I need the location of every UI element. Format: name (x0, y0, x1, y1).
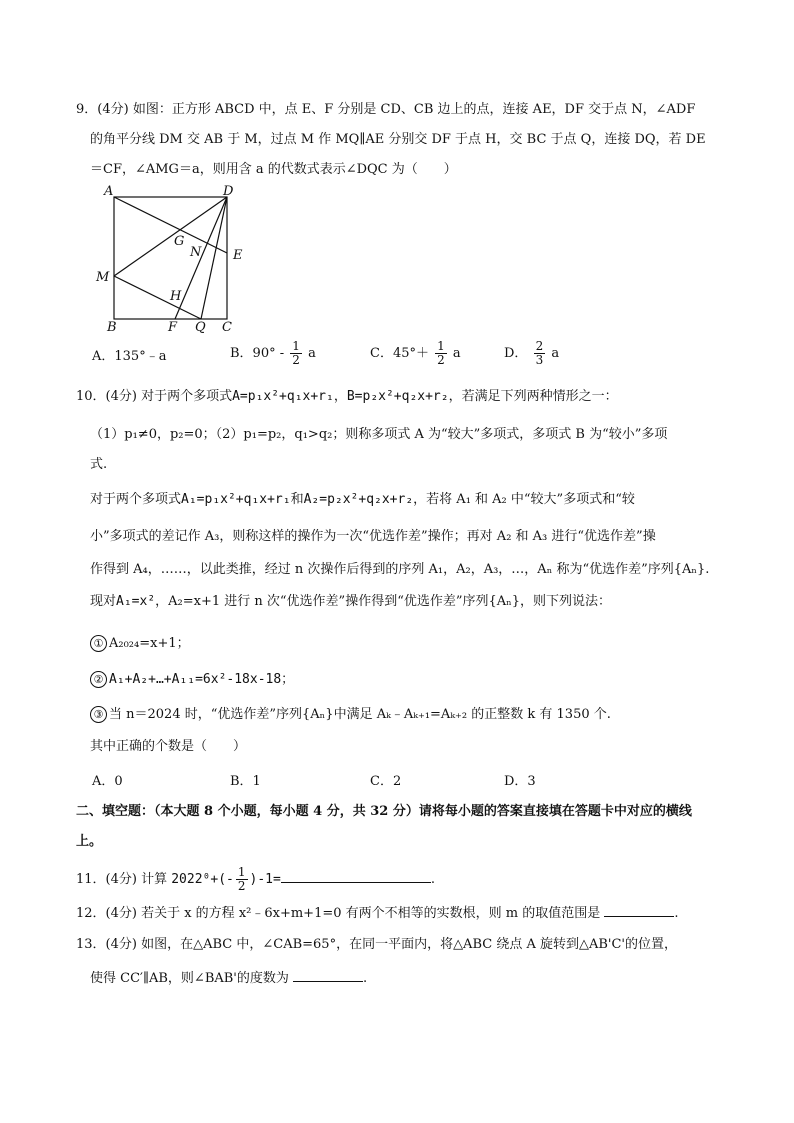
label-c: C (222, 320, 232, 335)
q9-option-c-fraction: $\frac{1}{2}$ (437, 339, 445, 367)
q10-a1-def: A₁=x² (116, 594, 156, 609)
q10-line-7-pre: 现对 (90, 594, 117, 609)
q9-line-1: 9．(4分) 如图：正方形 ABCD 中，点 E、F 分别是 CD、CB 边上的点，连接 AE，DF 交于点 N，∠ADF (76, 102, 696, 117)
q13-line-1: 13．(4分) 如图，在△ABC 中，∠CAB=65°，在同一平面内，将△ABC 绕点 A 旋转到△AB'C'的位置， (76, 937, 678, 952)
q10-line-4-pre: 对于两个多项式 (90, 492, 182, 507)
q10-line-7 (90, 592, 611, 612)
q9-option-b-post: a (308, 346, 316, 361)
q13-post: . (363, 971, 368, 986)
q10-statement-3 (90, 705, 611, 725)
label-a: A (104, 185, 114, 199)
q10-line-3: 式. (90, 457, 108, 472)
q10-option-a[interactable]: A．0 (92, 774, 123, 789)
q10-line-4 (90, 490, 635, 510)
q13-line-2-text: 使得 CC′∥AB，则∠BAB'的度数为 (90, 971, 289, 986)
segment-mq (114, 276, 201, 319)
q10-statement-1 (90, 634, 190, 654)
q10-line-1-post: ，若满足下列两种情形之一： (448, 389, 618, 404)
q10-line-1 (76, 387, 618, 407)
q10-statement-2-text: A₁+A₂+…+A₁₁=6x²-18x-18； (109, 672, 295, 687)
q9-option-b[interactable] (230, 340, 316, 367)
q11-expr-b: )-1= (249, 872, 281, 887)
q10-option-c[interactable]: C．2 (370, 774, 402, 789)
q9-option-b-minus: - (279, 346, 285, 361)
section-2-heading: 二、填空题：（本大题 8 个小题，每小题 4 分，共 32 分）请将每小题的答案直接填在答题卡中对应的横线 (76, 804, 692, 819)
q11-expr-a: 2022⁰+(- (171, 872, 234, 887)
q11-fraction: $\frac{1}{2}$ (237, 865, 246, 893)
q10-option-b[interactable]: B．1 (230, 774, 261, 789)
q10-statement-3-text: 当 n＝2024 时，“优选作差”序列{Aₙ}中满足 Aₖ﹣Aₖ₊₁=Aₖ₊₂ 的正整数 k 有 1350 个. (109, 707, 611, 722)
label-m: M (96, 270, 110, 285)
q10-line-6: 作得到 A₄，……，以此类推，经过 n 次操作后得到的序列 A₁，A₂，A₃，…，Aₙ 称为“优选作差”序列{Aₙ}. (90, 562, 710, 577)
q9-option-d-pre: D． (504, 346, 528, 361)
q10-line-4-post: ，若将 A₁ 和 A₂ 中“较大”多项式和“较 (413, 492, 635, 507)
label-g: G (174, 234, 185, 249)
q10-statement-1-marker: ① (90, 635, 107, 652)
section-2-heading-cont: 上。 (76, 834, 103, 849)
q12-answer-blank[interactable] (604, 902, 674, 917)
q13-line-2 (90, 967, 367, 989)
q9-line-3: ＝CF，∠AMG＝a，则用含 a 的代数式表示∠DQC 为（ ） (90, 162, 457, 177)
label-e: E (233, 248, 243, 263)
q11-post: . (430, 872, 435, 887)
q9-option-d[interactable] (504, 340, 559, 367)
q9-option-d-post: a (551, 346, 560, 361)
label-b: B (107, 320, 117, 335)
label-q: Q (195, 320, 206, 335)
q9-option-d-fraction: $\frac{2}{3}$ (535, 339, 544, 367)
q10-statement-1-text: A₂₀₂₄=x+1； (109, 636, 190, 651)
q10-line-1-pre: 10．(4分) 对于两个多项式 (76, 389, 233, 404)
q9-option-b-fraction: $\frac{1}{2}$ (292, 339, 300, 367)
segment-ae (114, 197, 227, 253)
q12-post: . (674, 906, 679, 921)
q10-option-d[interactable]: D．3 (504, 774, 536, 789)
q11-pre: 11．(4分) 计算 (76, 872, 168, 887)
q11-answer-blank[interactable] (281, 868, 431, 883)
q9-option-a[interactable]: A．135°﹣a (92, 349, 167, 364)
q11 (76, 866, 435, 893)
label-d: D (223, 185, 234, 199)
label-n: N (190, 245, 202, 260)
q9-line-2: 的角平分线 DM 交 AB 于 M，过点 M 作 MQ∥AE 分别交 DF 于点 H，交 BC 于点 Q，连接 DQ，若 DE (90, 132, 706, 147)
q13-answer-blank[interactable] (293, 967, 363, 982)
q9-geometry-figure (92, 185, 262, 335)
q10-line-2: （1）p₁≠0，p₂=0；（2）p₁=p₂，q₁>q₂；则称多项式 A 为“较大”多项式，多项式 B 为“较小”多项 (90, 427, 668, 442)
q10-poly-a1a2: A₁=p₁x²+q₁x+r₁和A₂=p₂x²+q₂x+r₂ (181, 492, 414, 507)
label-h: H (170, 289, 182, 304)
q9-option-c-post: a (452, 346, 461, 361)
q12-text: 12．(4分) 若关于 x 的方程 x²﹣6x+m+1=0 有两个不相等的实数根，则 m 的取值范围是 (76, 906, 601, 921)
q10-statement-2 (90, 670, 294, 690)
q9-option-c[interactable] (370, 340, 461, 367)
segment-dq (201, 197, 227, 319)
q9-option-c-pre: C．45°＋ (370, 346, 429, 361)
q10-statement-3-marker: ③ (90, 706, 107, 723)
q10-line-5: 小”多项式的差记作 A₃，则称这样的操作为一次“优选作差”操作；再对 A₂ 和 A₃ 进行“优选作差”操 (90, 529, 656, 544)
label-f: F (168, 320, 178, 335)
q10-line-7-post: ，A₂=x+1 进行 n 次“优选作差”操作得到“优选作差”序列{Aₙ}，则下列说法： (155, 594, 612, 609)
q10-poly-ab: A=p₁x²+q₁x+r₁，B=p₂x²+q₂x+r₂ (232, 389, 449, 404)
q9-option-b-pre: B．90° (230, 346, 276, 361)
q10-ask: 其中正确的个数是（ ） (90, 739, 247, 754)
q10-statement-2-marker: ② (90, 671, 107, 688)
q12 (76, 902, 679, 924)
